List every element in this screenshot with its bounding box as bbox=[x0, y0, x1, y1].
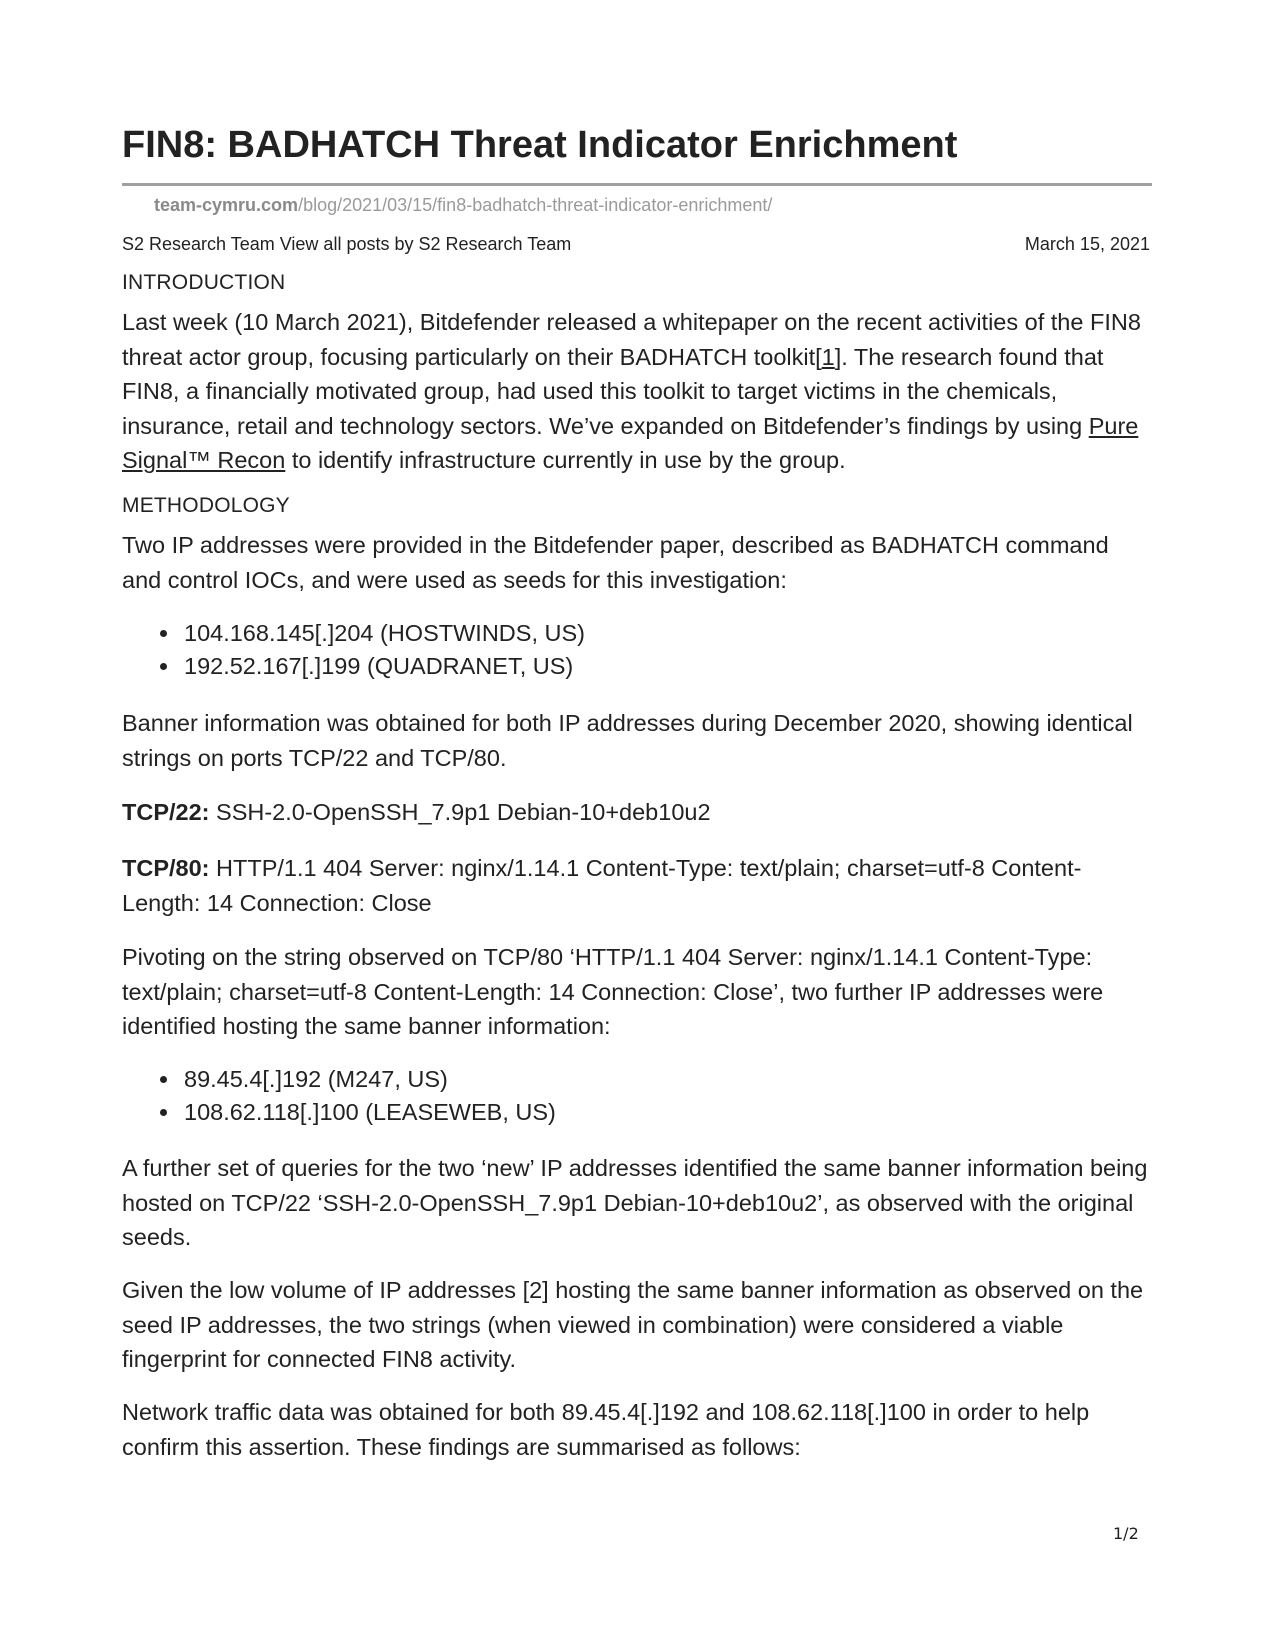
pure-signal-recon-link[interactable]: Pure Signal™ Recon bbox=[122, 412, 1139, 473]
list-item bbox=[122, 650, 585, 683]
intro-text-1: Last week (10 March 2021), Bitdefender released a whitepaper on the recent activities of the FIN8 threat actor group, focusing particularly on their BADHATCH toolkit[ bbox=[122, 309, 1141, 370]
introduction-paragraph bbox=[122, 305, 1152, 478]
bullet-icon bbox=[160, 1109, 167, 1116]
bullet-icon bbox=[160, 630, 167, 637]
new-ip: 89.45.4[.]192 (M247, US) bbox=[184, 1066, 448, 1092]
tcp80-label: TCP/80: bbox=[122, 855, 210, 881]
page-number: 1/2 bbox=[1113, 1524, 1139, 1543]
seed-ip: 192.52.167[.]199 (QUADRANET, US) bbox=[184, 653, 574, 679]
bullet-icon bbox=[160, 663, 167, 670]
tcp22-label: TCP/22: bbox=[122, 799, 210, 825]
tcp22-banner bbox=[122, 795, 1152, 830]
methodology-heading: METHODOLOGY bbox=[122, 494, 290, 517]
methodology-paragraph-1: Two IP addresses were provided in the Bitdefender paper, described as BADHATCH command and control IOCs, and were used as seeds for this investigation: bbox=[122, 532, 1109, 593]
title-divider bbox=[122, 183, 1152, 186]
methodology-paragraph-2: Banner information was obtained for both IP addresses during December 2020, showing identical strings on ports TCP/22 and TCP/80. bbox=[122, 710, 1133, 771]
new-ip: 108.62.118[.]100 (LEASEWEB, US) bbox=[184, 1099, 556, 1125]
intro-text-2: ]. The research found that FIN8, a financially motivated group, had used this toolkit to target victims in the chemicals, insurance, retail and technology sectors. We’ve expanded on Bitdefender’s findings by using bbox=[122, 343, 1104, 439]
bullet-icon bbox=[160, 1076, 167, 1083]
tcp80-value: HTTP/1.1 404 Server: nginx/1.14.1 Content-Type: text/plain; charset=utf-8 Content-Length: 14 Connection: Close bbox=[122, 855, 1082, 916]
list-item bbox=[122, 1063, 556, 1096]
methodology-paragraph-3: Pivoting on the string observed on TCP/80 ‘HTTP/1.1 404 Server: nginx/1.14.1 Content-Type: text/plain; charset=utf-8 Content-Length: 14 Connection: Close’, two further IP addresses were identified hosting the same banner information: bbox=[122, 944, 1104, 1039]
seed-ip: 104.168.145[.]204 (HOSTWINDS, US) bbox=[184, 620, 585, 646]
new-ip-list bbox=[122, 1063, 556, 1129]
author-line[interactable]: S2 Research Team View all posts by S2 Research Team bbox=[122, 234, 572, 254]
intro-text-3: to identify infrastructure currently in use by the group. bbox=[285, 447, 846, 473]
list-item bbox=[122, 1096, 556, 1129]
tcp80-banner bbox=[122, 851, 1152, 920]
reference-1-link[interactable]: 1 bbox=[821, 343, 835, 370]
source-url[interactable] bbox=[154, 195, 772, 216]
list-item bbox=[122, 617, 585, 650]
publish-date: March 15, 2021 bbox=[1024, 234, 1150, 254]
tcp22-value: SSH-2.0-OpenSSH_7.9p1 Debian-10+deb10u2 bbox=[209, 799, 711, 825]
introduction-heading: INTRODUCTION bbox=[122, 271, 286, 294]
seed-ip-list bbox=[122, 617, 585, 683]
source-path: /blog/2021/03/15/fin8-badhatch-threat-indicator-enrichment/ bbox=[298, 195, 773, 215]
methodology-paragraph-4: A further set of queries for the two ‘new’ IP addresses identified the same banner information being hosted on TCP/22 ‘SSH-2.0-OpenSSH_7.9p1 Debian-10+deb10u2’, as observed with the original seeds. bbox=[122, 1155, 1148, 1250]
methodology-paragraph-5: Given the low volume of IP addresses [2] hosting the same banner information as observed on the seed IP addresses, the two strings (when viewed in combination) were considered a viable fingerprint for connected FIN8 activity. bbox=[122, 1277, 1144, 1372]
source-domain: team-cymru.com bbox=[154, 195, 299, 215]
page-title: FIN8: BADHATCH Threat Indicator Enrichment bbox=[122, 124, 958, 166]
methodology-paragraph-6: Network traffic data was obtained for both 89.45.4[.]192 and 108.62.118[.]100 in order to help confirm this assertion. These findings are summarised as follows: bbox=[122, 1399, 1090, 1460]
